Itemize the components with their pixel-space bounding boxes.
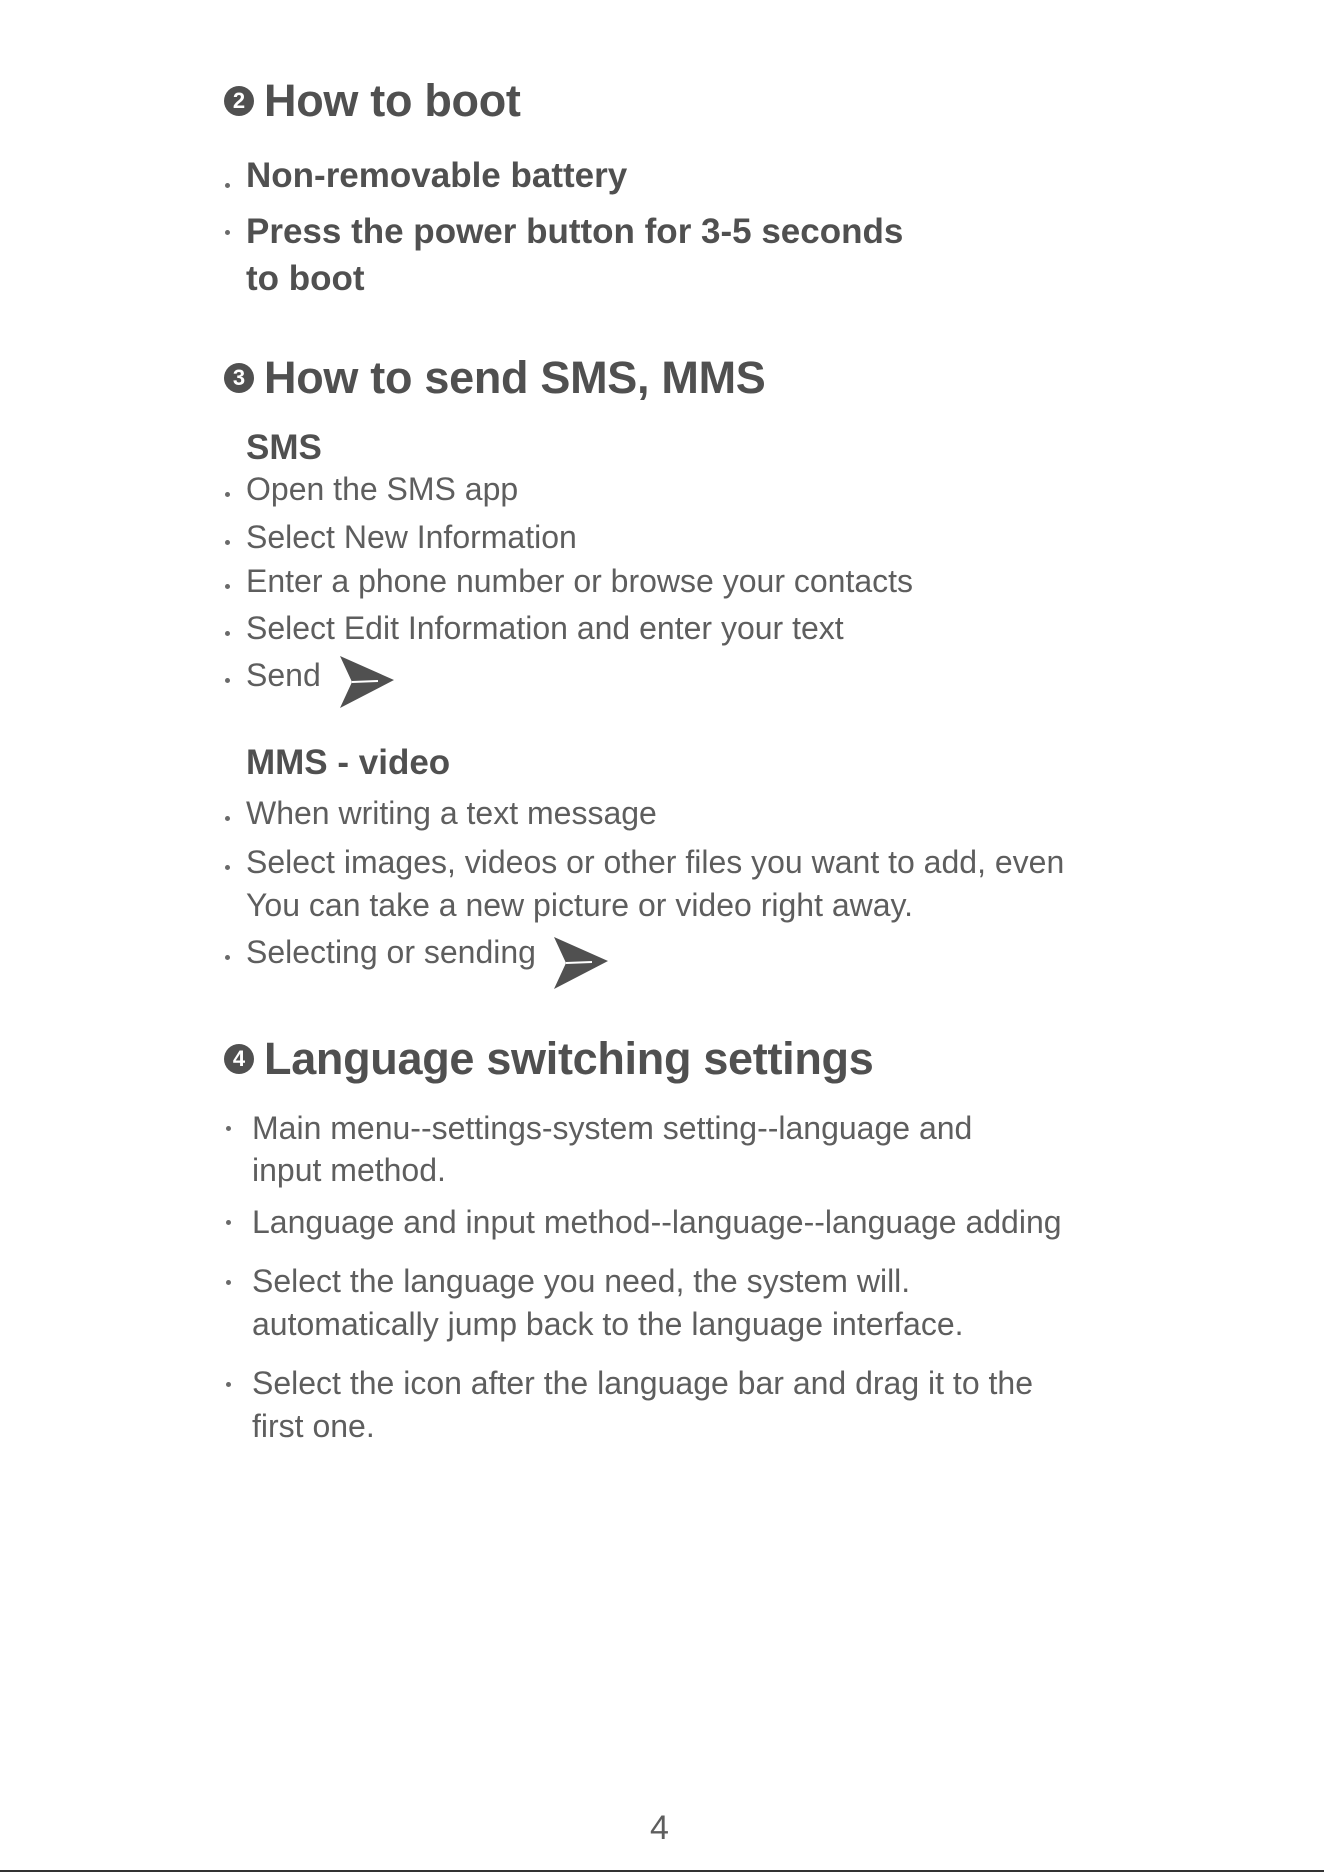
section-number-badge: 2 [224,86,254,116]
sms-subtitle: SMS [246,428,322,467]
sms-item: Enter a phone number or browse your contacts [246,563,914,599]
bullet-dot [226,1126,231,1131]
language-item-continued: automatically jump back to the language interface. [252,1306,964,1342]
bullet-dot [226,1382,231,1387]
bullet-dot [225,584,230,589]
bullet-dot [225,183,230,188]
bullet-dot [225,955,230,960]
section-title: How to send SMS, MMS [264,352,766,403]
section-title: How to boot [264,75,521,126]
boot-item-continued: to boot [246,259,365,298]
section-heading-language [224,1033,873,1085]
mms-item: Select images, videos or other files you want to add, even [246,844,1065,880]
language-item: Language and input method--language--language adding [252,1204,1062,1240]
bullet-dot [225,816,230,821]
send-arrow-icon [552,935,610,991]
language-item-continued: first one. [252,1408,375,1444]
mms-item: Selecting or sending [246,934,536,970]
mms-subtitle: MMS - video [246,743,451,782]
section-number-badge: 3 [224,363,254,393]
bullet-dot [225,230,230,235]
bullet-dot [225,678,230,683]
bullet-dot [225,631,230,636]
mms-item: When writing a text message [246,795,657,831]
language-item-continued: input method. [252,1152,446,1188]
section-heading-boot [224,75,521,127]
boot-item: Press the power button for 3-5 seconds [246,212,904,251]
bullet-dot [225,540,230,545]
bullet-dot [226,1280,231,1285]
mms-item-continued: You can take a new picture or video right away. [246,887,914,923]
bullet-dot [225,492,230,497]
page-number: 4 [650,1809,669,1847]
send-arrow-icon [338,654,396,710]
section-heading-sms-mms [224,352,766,404]
sms-item: Select New Information [246,519,577,555]
boot-item: Non-removable battery [246,156,628,195]
section-title: Language switching settings [264,1033,874,1084]
section-number-badge: 4 [224,1044,254,1074]
language-item: Select the icon after the language bar and drag it to the [252,1365,1033,1401]
bullet-dot [225,865,230,870]
sms-item: Open the SMS app [246,471,519,507]
bullet-dot [226,1220,231,1225]
sms-item: Select Edit Information and enter your text [246,610,844,646]
language-item: Main menu--settings-system setting--language and [252,1110,973,1146]
language-item: Select the language you need, the system will. [252,1263,911,1299]
sms-item: Send [246,657,321,693]
